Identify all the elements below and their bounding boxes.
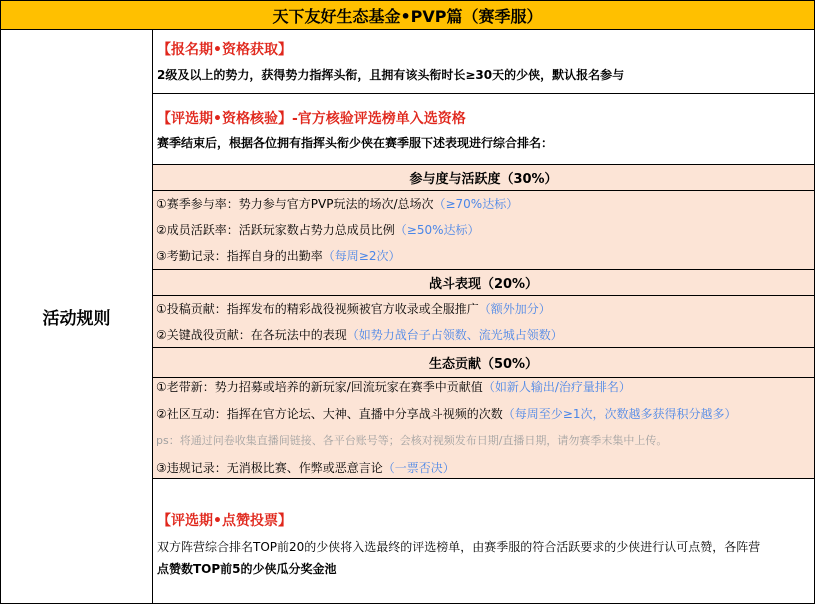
- criteria-item: ③考勤记录：指挥自身的出勤率（每周≥2次）: [156, 249, 401, 263]
- section-header-participation: 参与度与活跃度（30%）: [409, 172, 558, 187]
- vote-heading: 【评选期•点赞投票】: [157, 513, 292, 529]
- divider: [153, 93, 814, 94]
- left-label: 活动规则: [1, 30, 153, 603]
- criteria-note: ps：将通过问卷收集直播间链接、各平台账号等；会核对视频发布日期/直播日期，请勿赛季末集中上传。: [156, 434, 668, 447]
- criteria-item: ③违规记录：无消极比赛、作弊或恶意言论（一票否决）: [156, 461, 455, 475]
- divider: [153, 295, 814, 296]
- criteria-item: ①投稿贡献：指挥发布的精彩战役视频被官方收录或全服推广（额外加分）: [156, 302, 551, 316]
- criteria-item: ②关键战役贡献：在各玩法中的表现（如势力战台子占领数、流光城占领数）: [156, 328, 563, 342]
- section-header-combat: 战斗表现（20%）: [428, 277, 539, 292]
- section-header-ecology: 生态贡献（50%）: [428, 357, 539, 372]
- vote-desc-line1: 双方阵营综合排名TOP前20的少侠将入选最终的评选榜单，由赛季服的符合活跃要求的少侠进行认可点赞，各阵营: [157, 540, 761, 554]
- rules-content: [153, 30, 814, 603]
- criteria-item: ②成员活跃率：活跃玩家数占势力总成员比例（≥50%达标）: [156, 223, 480, 237]
- divider: [153, 190, 814, 191]
- signup-heading: 【报名期•资格获取】: [157, 42, 292, 58]
- vote-desc-line2: 点赞数TOP前5的少侠瓜分奖金池: [157, 562, 337, 576]
- review-heading: 【评选期•资格核验】-官方核验评选榜单入选资格: [157, 111, 466, 127]
- signup-desc: 2级及以上的势力，获得势力指挥头衔，且拥有该头衔时长≥30天的少侠，默认报名参与: [157, 68, 625, 82]
- criteria-item: ②社区互动：指挥在官方论坛、大神、直播中分享战斗视频的次数（每周至少≥1次，次数越多获得积分越多）: [156, 407, 737, 421]
- divider: [153, 478, 814, 479]
- page-title: 天下友好生态基金•PVP篇（赛季服）: [1, 1, 814, 30]
- review-desc: 赛季结束后，根据各位拥有指挥头衔少侠在赛季服下述表现进行综合排名：: [157, 136, 554, 150]
- criteria-item: ①赛季参与率：势力参与官方PVP玩法的场次/总场次（≥70%达标）: [156, 197, 519, 211]
- criteria-item: ①老带新：势力招募或培养的新玩家/回流玩家在赛季中贡献值（如新人输出/治疗量排名）: [156, 380, 631, 394]
